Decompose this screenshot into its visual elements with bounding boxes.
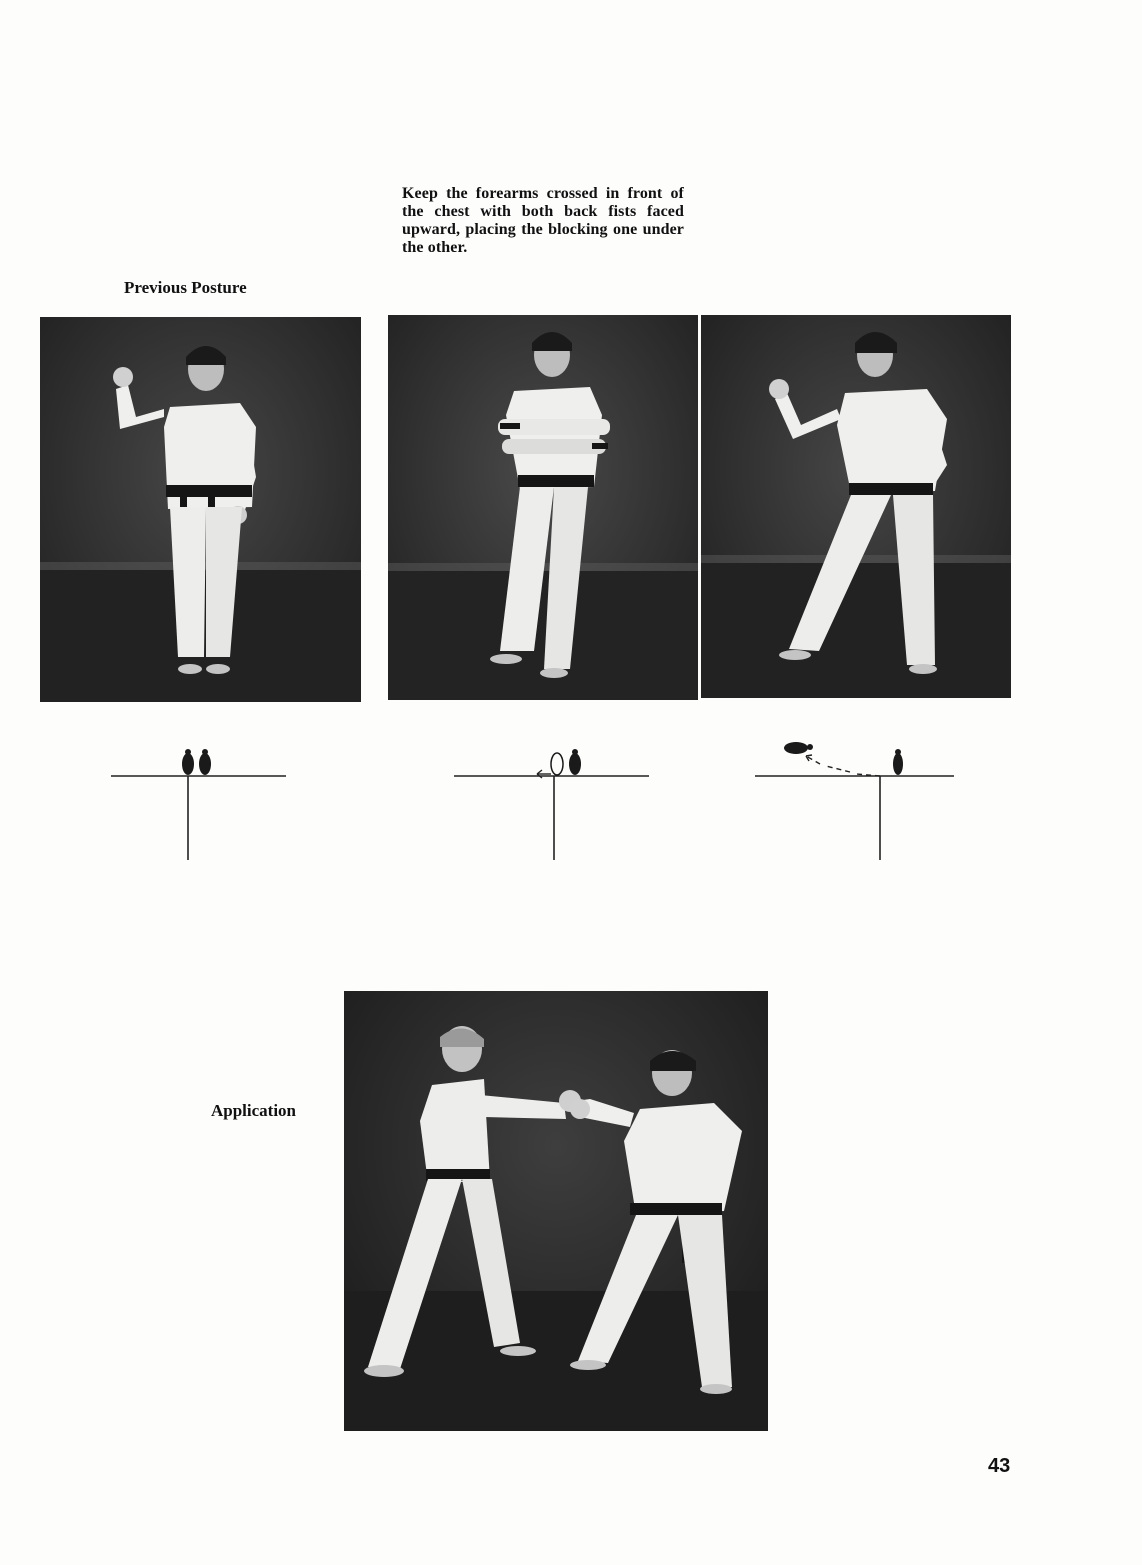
footprint-icon xyxy=(784,742,903,775)
footprint-icon xyxy=(182,749,211,775)
footprint-icon xyxy=(551,749,581,775)
application-photo xyxy=(344,991,768,1431)
block-photo xyxy=(701,315,1011,698)
instruction-text: Keep the forearms crossed in front of the chest with both back fists faced upward, placing the blocking one under the other. xyxy=(402,185,684,256)
arrow-icon xyxy=(806,756,880,776)
page-number: 43 xyxy=(988,1455,1011,1477)
foot-diagram-ready xyxy=(108,740,290,865)
foot-diagram-step xyxy=(451,740,653,865)
previous-posture-photo xyxy=(40,317,361,702)
previous-posture-label: Previous Posture xyxy=(124,278,247,297)
crossed-forearms-photo xyxy=(388,315,698,700)
foot-diagram-stance xyxy=(752,734,958,865)
application-label: Application xyxy=(211,1101,297,1120)
